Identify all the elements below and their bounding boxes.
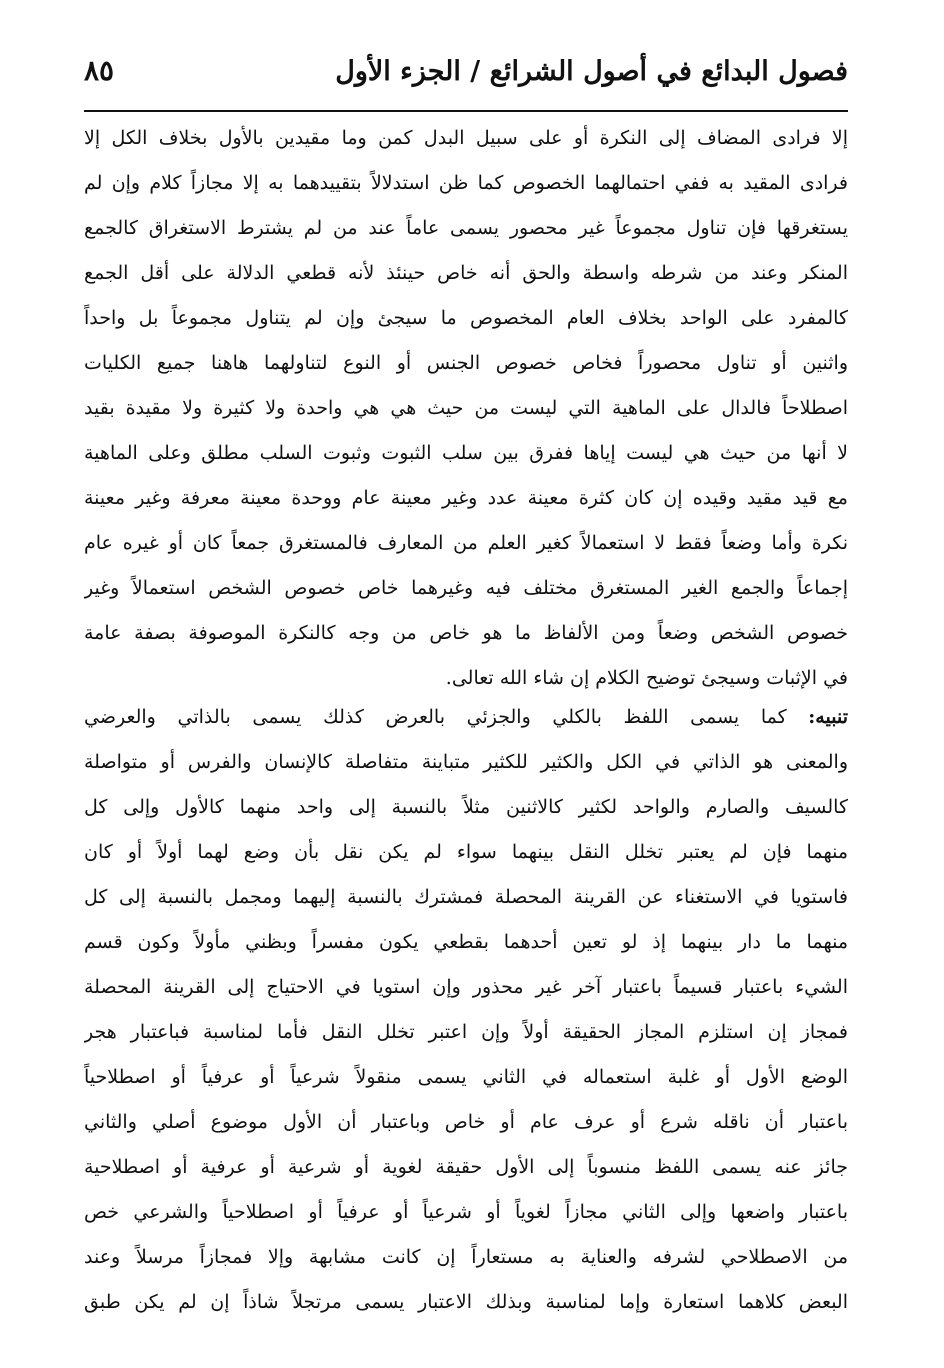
text-line: باعتبار أن ناقله شرع أو عرف عام أو خاص وباعتبار أن الأول موضوع أصلي والثاني [84,1111,848,1133]
header-divider [84,110,848,112]
text-line: لا أنها من حيث هي ليست إياها ففرق بين سلب الثبوت وثبوت السلب مطلق وعلى الماهية [84,442,848,464]
page-header [84,52,848,106]
page-number: ٨٥ [84,54,115,87]
text-line: إجماعاً والجمع الغير المستغرق مختلف فيه وغيرهما خاص خصوص الشخص استعمالاً وغير [84,577,848,599]
text-line: فاستويا في الاستغناء عن القرينة المحصلة فمشترك بالنسبة إليهما ومجمل بالنسبة إلى كل [84,886,848,908]
text-line: المنكر وعند من شرطه واسطة والحق أنه خاص حينئذ لأنه قطعي الدلالة على أقل الجمع [84,262,848,284]
text-line: جائز عنه يسمى اللفظ منسوباً إلى الأول حقيقة لغوية أو شرعية أو عرفية أو اصطلاحية [84,1156,848,1178]
text-line: كالمفرد على الواحد بخلاف العام المخصوص ما سيجئ وإن لم يتناول مجموعاً بل واحداً [84,307,848,329]
text-line: فرادى المقيد به ففي احتمالهما الخصوص كما ظن استدلالاً بتقييدهما به إلا مجازاً كلام وإن لم [84,172,848,194]
text-line: الوضع الأول أو غلبة استعماله في الثاني يسمى منقولاً شرعياً أو عرفياً أو اصطلاحياً [84,1066,848,1088]
paragraph-note [84,695,848,1325]
text-line: في الإثبات وسيجئ توضيح الكلام إن شاء الله تعالى. [445,667,848,689]
text-line: إلا فرادى المضاف إلى النكرة أو على سبيل البدل كمن وما مقيدين بالأول بخلاف الكل إلا [84,127,848,149]
text-line: منهما فإن لم يعتبر تخلل النقل بينهما سواء لم يكن نقل بأن وضع لهما أولاً أو كان [84,841,848,863]
text-line: فمجاز إن استلزم المجاز الحقيقة أولاً وإن اعتبر تخلل النقل فأما لمناسبة فباعتبار هجر [84,1021,848,1043]
text-line: اصطلاحاً فالدال على الماهية التي ليست من حيث هي هي واحدة ولا كثيرة ولا مقيدة بقيد [84,397,848,419]
text-line: الشيء باعتبار قسيماً باعتبار آخر غير محذور وإن استويا في الاحتياج إلى القرينة المحصلة [84,976,848,998]
text-line: خصوص الشخص وضعاً ومن الألفاظ ما هو خاص من وجه كالنكرة الموصوفة بصفة عامة [84,622,848,644]
text-line: من الاصطلاحي لشرفه والعناية به مستعاراً إن كانت مشابهة وإلا فمجازاً مرسلاً وعند [84,1246,848,1268]
text-line-first [84,695,848,740]
text-line: البعض كلاهما استعارة وإما لمناسبة وبذلك الاعتبار يسمى مرتجلاً شاذاً إن لم يكن طبق [84,1291,848,1313]
note-label: تنبيه: [808,706,848,728]
text-line: باعتبار واضعها وإلى الثاني مجازاً لغوياً أو شرعياً أو عرفياً أو اصطلاحياً والشرعي خص [84,1201,848,1223]
text-line: منهما ما دار بينهما إذ لو تعين أحدهما بقطعي يكون مفسراً وبظني مأولاً وكون قسم [84,931,848,953]
paragraph-main [84,116,848,701]
text-line: مع قيد مقيد وقيده إن كان كثرة معينة عدد وغير معينة عام ووحدة معينة معرفة وغير معينة [84,487,848,509]
text-line: نكرة وأما وضعاً فقط لا استعمالاً كغير العلم من المعارف فالمستغرق جمعاً كان أو غيره عام [84,532,848,554]
text-line: كالسيف والصارم والواحد لكثير كالاثنين مثلاً بالنسبة إلى واحد منهما كالأول وإلى كل [84,796,848,818]
note-first-line-text: كما يسمى اللفظ بالكلي والجزئي بالعرض كذلك يسمى بالذاتي والعرضي [84,706,809,728]
text-line: يستغرقها فإن تناول مجموعاً غير محصور يسمى عاماً عند من لم يشترط الاستغراق كالجمع [84,217,848,239]
running-title: فصول البدائع في أصول الشرائع / الجزء الأول [335,56,848,87]
text-line: والمعنى هو الذاتي في الكل والكثير للكثير متباينة متفاصلة كالإنسان والفرس أو متواصلة [84,751,848,773]
text-line: واثنين أو تناول محصوراً فخاص خصوص الجنس أو النوع لتناولهما هاهنا جميع الكليات [84,352,848,374]
